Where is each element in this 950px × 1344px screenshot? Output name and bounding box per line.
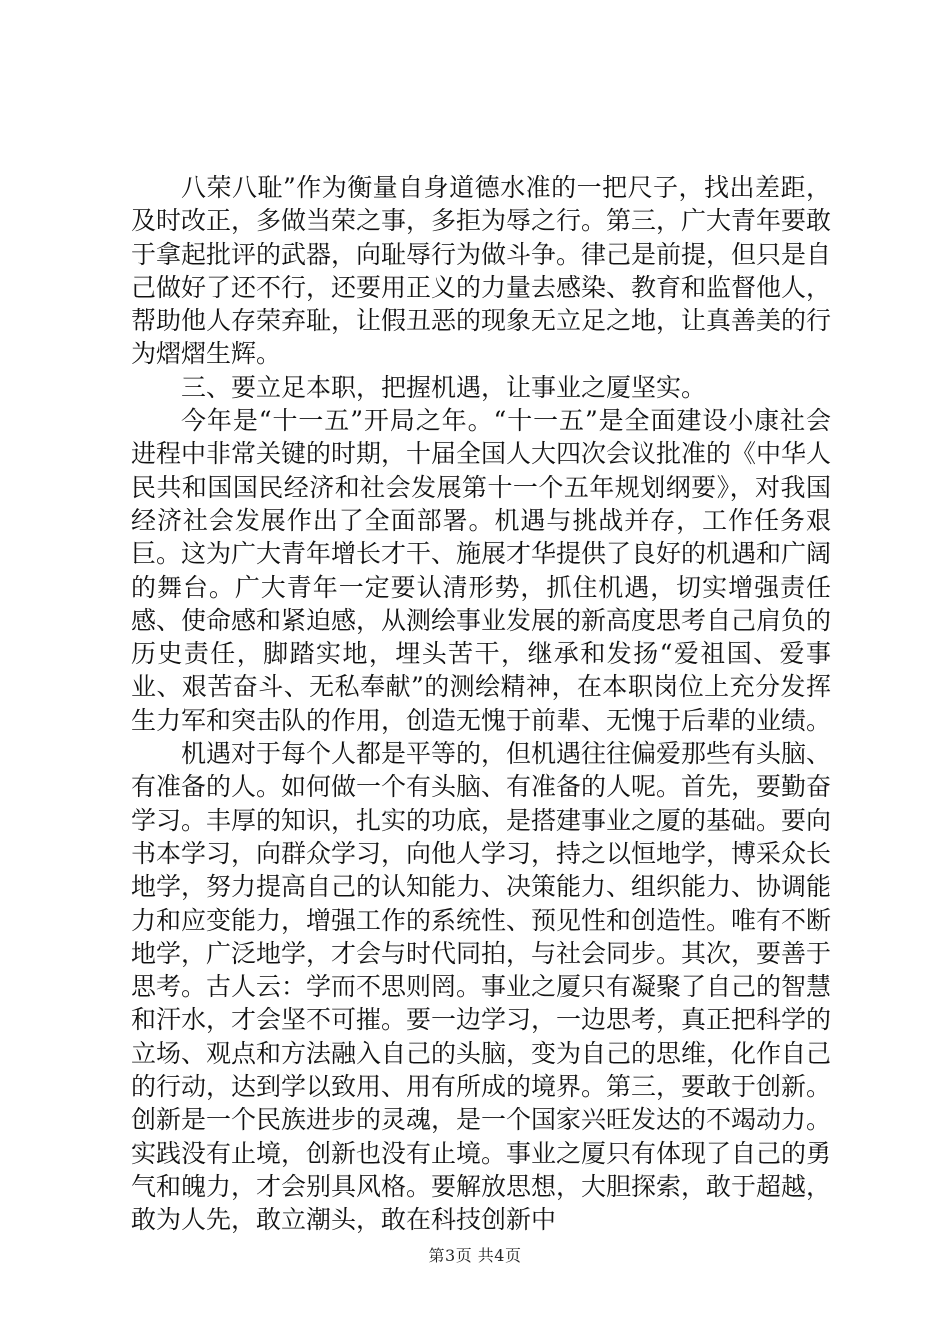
section-heading: 三、要立足本职，把握机遇，让事业之厦坚实。	[181, 372, 707, 402]
paragraph-3: 机遇对于每个人都是平等的，但机遇往往偏爱那些有头脑、有准备的人。如何做一个有头脑、有准备的人呢。首先，要勤奋学习。丰厚的知识，扎实的功底，是搭建事业之厦的基础。要向书本学习，向群众学习，向他人学习，持之以恒地学，博采众长地学，努力提高自己的认知能力、决策能力、组织能力、协调能力和应变能力，增强工作的系统性、预见性和创造性。唯有不断地学，广泛地学，才会与时代同拍，与社会同步。其次，要善于思考。古人云：学而不思则罔。事业之厦只有凝聚了自己的智慧和汗水，才会坚不可摧。要一边学习，一边思考，真正把科学的立场、观点和方法融入自己的头脑，变为自己的思维，化作自己的行动，达到学以致用、用有所成的境界。第三，要敢于创新。创新是一个民族进步的灵魂，是一个国家兴旺发达的不竭动力。实践没有止境，创新也没有止境。事业之厦只有体现了自己的勇气和魄力，才会别具风格。要解放思想，大胆探索，敢于超越，敢为人先，敢立潮头，敢在科技创新中	[131, 739, 832, 1235]
page-number-label: 第3页 共4页	[428, 1246, 522, 1265]
paragraph-2: 今年是“十一五”开局之年。“十一五”是全面建设小康社会进程中非常关键的时期，十届全国人大四次会议批准的《中华人民共和国国民经济和社会发展第十一个五年规划纲要》，对我国经济社会发展作出了全面部署。机遇与挑战并存，工作任务艰巨。这为广大青年增长才干、施展才华提供了良好的机遇和广阔的舞台。广大青年一定要认清形势，抓住机遇，切实增强责任感、使命感和紧迫感，从测绘事业发展的新高度思考自己肩负的历史责任，脚踏实地，埋头苦干，继承和发扬“爱祖国、爱事业、艰苦奋斗、无私奉献”的测绘精神，在本职岗位上充分发挥生力军和突击队的作用，创造无愧于前辈、无愧于后辈的业绩。	[131, 406, 832, 735]
page-footer	[0, 1243, 950, 1266]
document-body	[131, 171, 831, 1237]
paragraph-1: 八荣八耻”作为衡量自身道德水准的一把尺子，找出差距，及时改正，多做当荣之事，多拒为辱之行。第三，广大青年要敢于拿起批评的武器，向耻辱行为做斗争。律己是前提，但只是自己做好了还不行，还要用正义的力量去感染、教育和监督他人，帮助他人存荣弃耻，让假丑恶的现象无立足之地，让真善美的行为熠熠生辉。	[131, 173, 832, 369]
